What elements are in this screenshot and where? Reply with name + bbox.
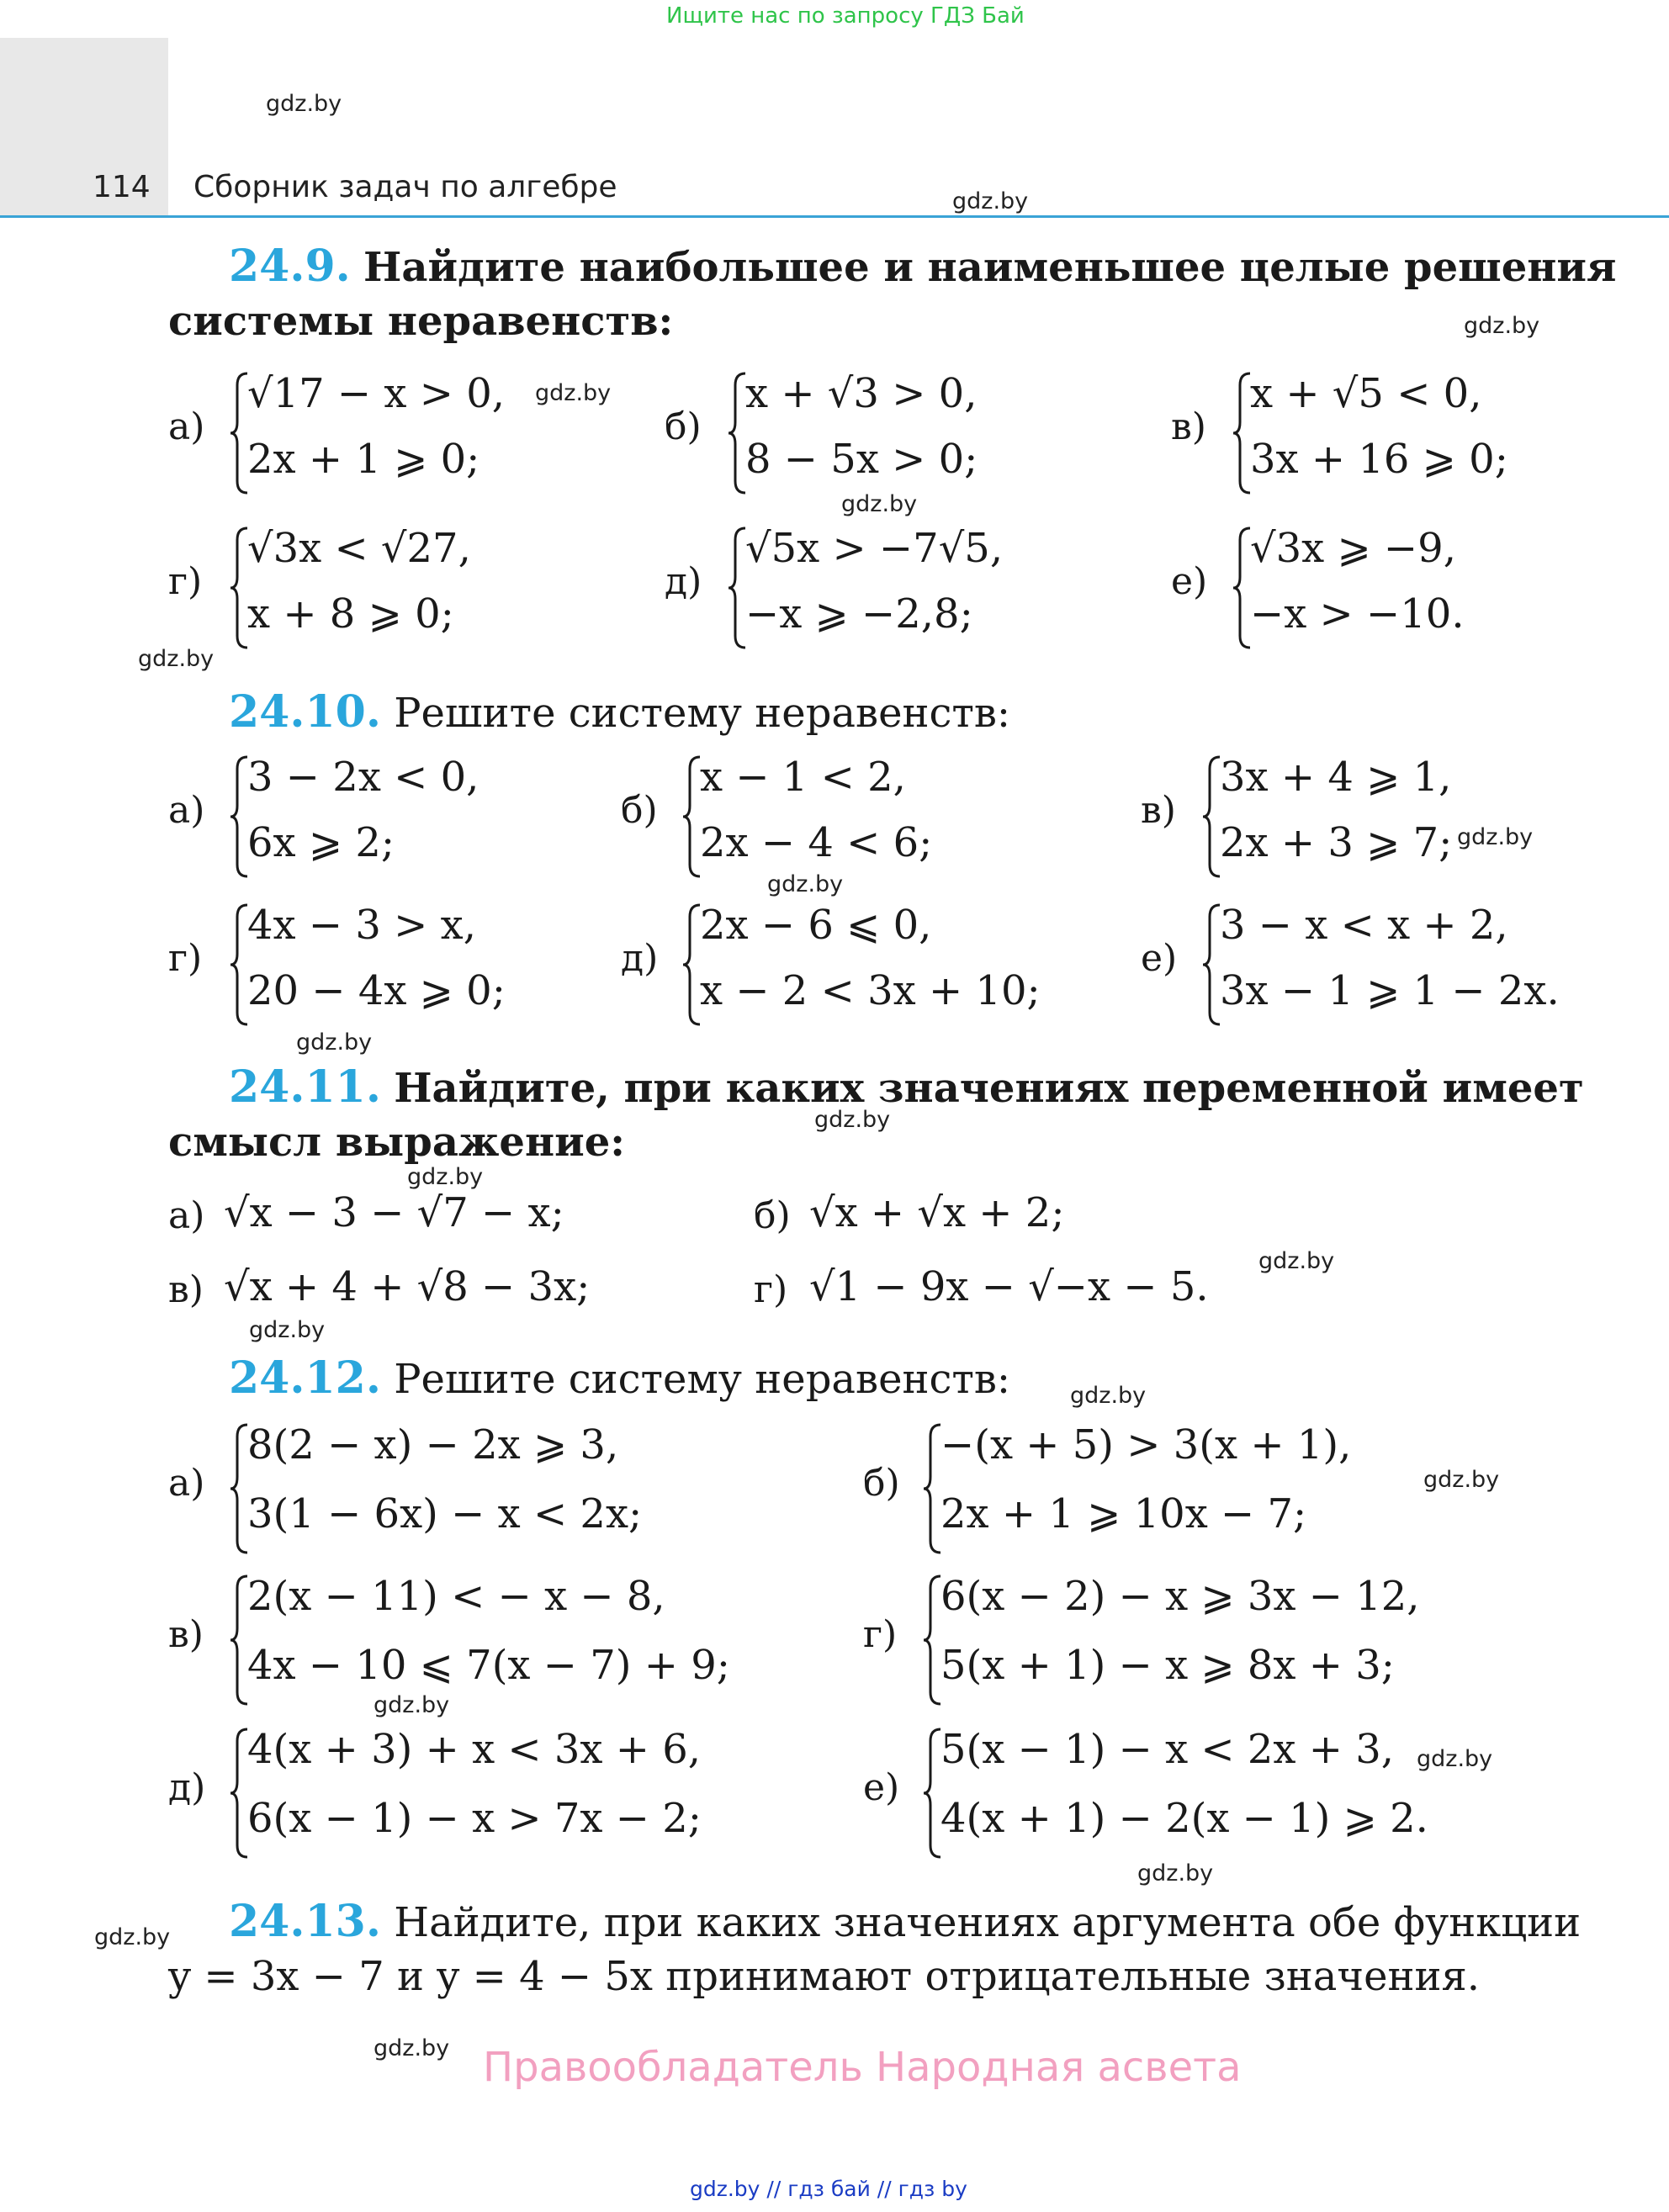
task-number: 24.13. [229,1896,381,1947]
task-number: 24.10. [229,686,381,738]
brace-icon [681,902,702,1028]
watermark: gdz.by [249,1317,326,1343]
system-line-1: √3x ⩾ −9, [1250,525,1456,572]
brace-icon [229,1421,249,1556]
system-line-2: 3x − 1 ⩾ 1 − 2x. [1220,967,1560,1014]
item-label: д) [621,937,659,980]
system-line-1: 8(2 − x) − 2x ⩾ 3, [247,1421,619,1468]
item-label: в) [168,1268,204,1311]
inequality-system [922,1573,1460,1716]
watermark: gdz.by [1070,1383,1147,1409]
system-line-1: 5(x − 1) − x < 2x + 3, [940,1726,1395,1773]
item-label: д) [665,560,702,603]
item-label: г) [754,1268,788,1311]
inequality-system [922,1421,1427,1564]
watermark: gdz.by [374,1692,450,1718]
system-line-1: 3 − 2x < 0, [247,754,480,801]
brace-icon [229,1726,249,1860]
inequality-system [1232,525,1585,659]
item-label: б) [863,1462,900,1505]
brace-icon [922,1421,942,1556]
root-expression: √x + √x + 2; [809,1189,1065,1236]
brace-icon [1201,902,1221,1028]
footer-links[interactable]: gdz.by // гдз бай // гдз by [690,2177,967,2201]
brace-icon [922,1573,942,1707]
watermark: gdz.by [1464,313,1540,339]
watermark: gdz.by [841,491,918,517]
brace-icon [229,370,249,496]
task-text: Найдите, при каких значениях аргумента обе функции [394,1899,1582,1946]
item-label: а) [168,405,205,448]
watermark: gdz.by [1258,1248,1335,1274]
item-label: а) [168,1462,205,1505]
item-label: г) [863,1613,898,1656]
inequality-system [229,370,582,505]
system-line-2: −x ⩾ −2,8; [745,590,973,638]
book-title: Сборник задач по алгебре [193,170,617,204]
system-line-1: 2x − 6 ⩽ 0, [700,902,932,949]
brace-icon [229,902,249,1028]
item-label: а) [168,1194,205,1237]
task-24-12-heading [229,1352,1010,1404]
item-label: б) [665,405,702,448]
system-line-1: √5x > −7√5, [745,525,1004,572]
watermark: gdz.by [296,1029,373,1056]
task-24-10-heading [229,686,1010,738]
watermark: gdz.by [1423,1467,1500,1493]
system-line-2: 2x + 3 ⩾ 7; [1220,819,1453,866]
system-line-2: 3(1 − 6x) − x < 2x; [247,1490,643,1537]
item-label: б) [754,1194,791,1237]
system-line-2: 3x + 16 ⩾ 0; [1250,436,1508,483]
watermark: gdz.by [767,871,844,897]
task-number: 24.12. [229,1352,381,1404]
item-label: в) [168,1613,204,1656]
system-line-2: x − 2 < 3x + 10; [700,967,1041,1014]
brace-icon [727,525,747,651]
inequality-system [727,370,1080,505]
system-line-1: 3 − x < x + 2, [1220,902,1508,949]
inequality-system [1201,754,1555,888]
task-text-cont: смысл выражение: [168,1119,625,1166]
system-line-2: 6(x − 1) − x > 7x − 2; [247,1795,702,1842]
inequality-system [229,1573,750,1716]
inequality-system [229,1726,750,1869]
system-line-2: 2x + 1 ⩾ 0; [247,436,480,483]
system-line-2: 5(x + 1) − x ⩾ 8x + 3; [940,1642,1395,1689]
system-line-1: √17 − x > 0, [247,370,505,417]
inequality-system [229,525,582,659]
inequality-system [229,1421,700,1564]
item-label: в) [1171,405,1206,448]
inequality-system [681,902,1068,1036]
header-rule [0,215,1669,218]
inequality-system [727,525,1080,659]
system-line-1: x + √5 < 0, [1250,370,1482,417]
watermark: gdz.by [94,1924,171,1950]
brace-icon [922,1726,942,1860]
task-text: Найдите, при каких значениях переменной имеет [394,1065,1584,1112]
task-24-13-heading [229,1896,1581,1947]
system-line-2: −x > −10. [1250,590,1465,638]
task-number: 24.9. [229,241,351,292]
task-text: Решите систему неравенств: [394,690,1011,737]
task-text-cont: y = 3x − 7 и y = 4 − 5x принимают отрицательные значения. [168,1953,1481,2000]
watermark: gdz.by [952,188,1029,214]
root-expression: √x − 3 − √7 − x; [224,1189,564,1236]
brace-icon [229,754,249,880]
inequality-system [229,754,582,888]
watermark: gdz.by [535,380,612,406]
system-line-1: 3x + 4 ⩾ 1, [1220,754,1452,801]
item-label: е) [1171,560,1208,603]
top-banner: Ищите нас по запросу ГДЗ Бай [666,3,1025,29]
task-number: 24.11. [229,1061,381,1113]
inequality-system [681,754,1035,888]
watermark: gdz.by [407,1164,484,1190]
task-24-11-heading [229,1061,1584,1113]
system-line-1: x − 1 < 2, [700,754,906,801]
system-line-1: −(x + 5) > 3(x + 1), [940,1421,1352,1468]
watermark: gdz.by [814,1107,891,1133]
item-label: г) [168,560,203,603]
system-line-2: 20 − 4x ⩾ 0; [247,967,506,1014]
item-label: б) [621,789,658,832]
system-line-1: 6(x − 2) − x ⩾ 3x − 12, [940,1573,1420,1620]
system-line-2: 2x + 1 ⩾ 10x − 7; [940,1490,1307,1537]
brace-icon [1232,370,1252,496]
watermark: gdz.by [374,2035,450,2061]
system-line-1: 4x − 3 > x, [247,902,476,949]
watermark: gdz.by [1137,1860,1214,1887]
system-line-2: 4x − 10 ⩽ 7(x − 7) + 9; [247,1642,730,1689]
watermark: gdz.by [1457,824,1534,850]
watermark: gdz.by [266,91,342,117]
item-label: в) [1141,789,1176,832]
item-label: а) [168,789,205,832]
item-label: г) [168,937,203,980]
item-label: е) [1141,937,1178,980]
task-text: Найдите наибольшее и наименьшее целые решения [363,244,1617,291]
brace-icon [229,525,249,651]
root-expression: √x + 4 + √8 − 3x; [224,1263,591,1310]
inequality-system [922,1726,1494,1869]
task-text: Решите систему неравенств: [394,1356,1011,1403]
inequality-system [1201,902,1639,1036]
watermark: gdz.by [1417,1746,1493,1772]
system-line-1: √3x < √27, [247,525,471,572]
brace-icon [1201,754,1221,880]
system-line-2: 2x − 4 < 6; [700,819,933,866]
page-number: 114 [93,170,151,204]
item-label: д) [168,1766,206,1809]
brace-icon [727,370,747,496]
brace-icon [681,754,702,880]
system-line-2: x + 8 ⩾ 0; [247,590,454,638]
copyright-notice: Правообладатель Народная асвета [483,2044,1242,2091]
system-line-1: 4(x + 3) + x < 3x + 6, [247,1726,702,1773]
system-line-1: x + √3 > 0, [745,370,978,417]
inequality-system [1232,370,1585,505]
item-label: е) [863,1766,900,1809]
task-text-cont: системы неравенств: [168,298,674,345]
system-line-2: 6x ⩾ 2; [247,819,395,866]
root-expression: √1 − 9x − √−x − 5. [809,1263,1209,1310]
brace-icon [1232,525,1252,651]
inequality-system [229,902,582,1036]
system-line-2: 4(x + 1) − 2(x − 1) ⩾ 2. [940,1795,1428,1842]
system-line-1: 2(x − 11) < − x − 8, [247,1573,665,1620]
brace-icon [229,1573,249,1707]
watermark: gdz.by [138,646,215,672]
task-24-9-heading [229,241,1616,292]
system-line-2: 8 − 5x > 0; [745,436,978,483]
